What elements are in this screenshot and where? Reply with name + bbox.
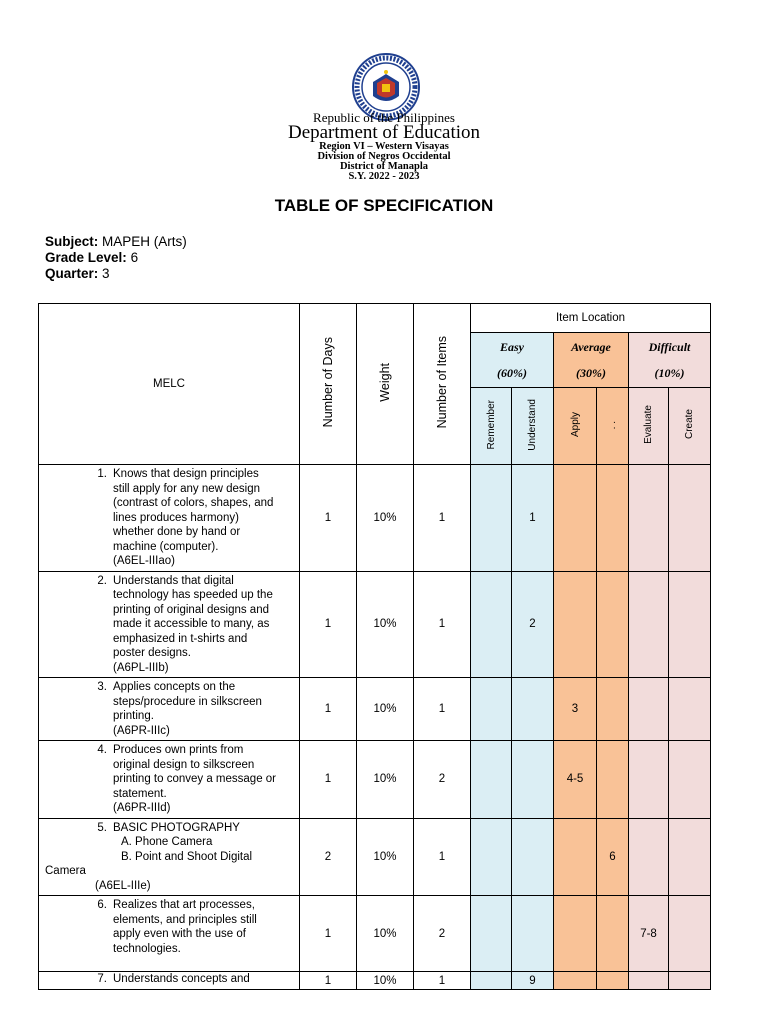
table-row [39, 818, 711, 896]
melc-line: poster designs. [113, 647, 191, 659]
evaluate-cell [629, 571, 669, 678]
division-line: Division of Negros Occidental [317, 151, 451, 162]
create-cell [669, 741, 711, 819]
melc-cell [39, 896, 300, 972]
melc-line: printing to convey a message or [113, 773, 277, 785]
weight-header [357, 304, 414, 465]
understand-header [512, 388, 554, 465]
melc-line: B. Point and Shoot Digital [121, 850, 253, 863]
specification-table [38, 303, 711, 990]
melc-cell [39, 571, 300, 678]
department-title: Department of Education [287, 122, 481, 143]
subject-line [45, 234, 187, 249]
melc-code: (A6PR-IIId) [113, 802, 171, 814]
region-line: Region VI – Western Visayas [319, 141, 449, 152]
item-location-header: Item Location [471, 304, 711, 333]
evaluate-cell [629, 465, 669, 572]
evaluate-cell: 7-8 [629, 896, 669, 972]
weight-header-label: Weight [378, 363, 392, 402]
school-year-line: S.Y. 2022 - 2023 [348, 171, 420, 182]
melc-line: A. Phone Camera [121, 836, 213, 848]
quarter-line [45, 266, 110, 281]
quarter-label: Quarter: [45, 266, 99, 281]
melc-line: emphasized in t-shirts and [113, 632, 248, 645]
understand-cell [512, 896, 554, 972]
days-header-label: Number of Days [321, 337, 335, 428]
items-cell: 2 [414, 741, 471, 819]
evaluate-cell [629, 678, 669, 741]
subject-label: Subject: [45, 234, 99, 249]
melc-line: (contrast of colors, shapes, and [113, 497, 274, 509]
items-cell: 1 [414, 571, 471, 678]
page-title: TABLE OF SPECIFICATION [274, 196, 494, 215]
melc-line: technologies. [113, 942, 181, 955]
melc-line: made it accessible to many, as [113, 618, 270, 630]
analyze-cell [597, 678, 629, 741]
table-row [39, 972, 711, 990]
row-number: 1. [97, 468, 107, 480]
melc-line: Produces own prints from [113, 744, 244, 756]
melc-line: Understands concepts and [113, 973, 250, 985]
items-cell: 2 [414, 896, 471, 972]
create-header [669, 388, 711, 465]
melc-line: printing. [113, 710, 154, 722]
days-cell: 2 [300, 818, 357, 896]
analyze-cell [597, 972, 629, 990]
apply-cell [554, 465, 597, 572]
apply-cell: 3 [554, 678, 597, 741]
items-header [414, 304, 471, 465]
weight-cell: 10% [357, 972, 414, 990]
remember-cell [471, 678, 512, 741]
weight-cell: 10% [357, 465, 414, 572]
apply-cell [554, 896, 597, 972]
days-cell: 1 [300, 741, 357, 819]
create-cell [669, 972, 711, 990]
items-cell: 1 [414, 818, 471, 896]
melc-line: Applies concepts on the [113, 681, 236, 693]
melc-cell [39, 741, 300, 819]
remember-cell [471, 972, 512, 990]
weight-cell: 10% [357, 741, 414, 819]
analyze-cell [597, 465, 629, 572]
remember-cell [471, 896, 512, 972]
apply-cell [554, 571, 597, 678]
evaluate-header [629, 388, 669, 465]
apply-cell [554, 972, 597, 990]
melc-line: apply even with the use of [113, 928, 246, 940]
row-number: 2. [97, 574, 107, 587]
district-line: District of Manapla [339, 161, 429, 172]
evaluate-cell [629, 741, 669, 819]
melc-cell [39, 678, 300, 741]
melc-cell [39, 818, 300, 896]
days-cell: 1 [300, 896, 357, 972]
melc-line: printing of original designs and [113, 603, 269, 616]
easy-label: Easy [500, 340, 524, 354]
grade-line [45, 250, 138, 265]
average-header [554, 333, 629, 388]
evaluate-cell [629, 972, 669, 990]
apply-label: Apply [569, 411, 581, 437]
grade-value: 6 [130, 250, 139, 265]
table-row [39, 465, 711, 572]
days-cell: 1 [300, 972, 357, 990]
items-cell: 1 [414, 678, 471, 741]
table-row [39, 896, 711, 972]
melc-line: machine (computer). [113, 540, 219, 553]
evaluate-cell [629, 818, 669, 896]
melc-cell [39, 465, 300, 572]
average-label: Average [571, 340, 611, 354]
grade-label: Grade Level: [45, 250, 127, 265]
remember-cell [471, 465, 512, 572]
republic-line: Republic of the Philippines [313, 110, 455, 125]
average-percent: (30%) [576, 366, 606, 380]
days-cell: 1 [300, 465, 357, 572]
table-row [39, 741, 711, 819]
create-cell [669, 571, 711, 678]
melc-code: (A6PR-IIIc) [113, 724, 170, 737]
understand-label: Understand [527, 398, 538, 451]
table-row [39, 571, 711, 678]
items-header-label: Number of Items [435, 336, 449, 429]
weight-cell: 10% [357, 571, 414, 678]
melc-line: Camera [45, 865, 86, 877]
easy-header [471, 333, 554, 388]
melc-line: statement. [113, 787, 167, 800]
subject-value: MAPEH (Arts) [102, 234, 187, 249]
row-number: 4. [97, 744, 107, 756]
difficult-label: Difficult [648, 340, 691, 354]
evaluate-label: Evaluate [643, 405, 654, 444]
melc-line: technology has speeded up the [113, 589, 273, 601]
understand-cell: 9 [512, 972, 554, 990]
melc-line: Knows that design principles [113, 468, 259, 480]
analyze-cell [597, 741, 629, 819]
melc-code: (A6EL-IIIao) [113, 555, 175, 567]
remember-cell [471, 571, 512, 678]
melc-line: BASIC PHOTOGRAPHY [113, 821, 240, 834]
create-cell [669, 465, 711, 572]
weight-cell: 10% [357, 896, 414, 972]
remember-label: Remember [485, 399, 497, 450]
row-number: 7. [97, 973, 107, 985]
days-cell: 1 [300, 571, 357, 678]
create-cell [669, 896, 711, 972]
melc-line: lines produces harmony) [113, 511, 239, 524]
row-number: 6. [97, 899, 107, 911]
analyze-label: . . [607, 420, 618, 429]
difficult-header [629, 333, 711, 388]
melc-header: MELC [39, 304, 300, 465]
row-number: 3. [97, 681, 107, 693]
apply-cell: 4-5 [554, 741, 597, 819]
weight-cell: 10% [357, 818, 414, 896]
understand-cell [512, 741, 554, 819]
melc-line: elements, and principles still [113, 913, 257, 926]
understand-cell: 1 [512, 465, 554, 572]
melc-line: Understands that digital [113, 574, 234, 587]
table-row [39, 678, 711, 741]
melc-cell [39, 972, 300, 990]
apply-header [554, 388, 597, 465]
remember-header [471, 388, 512, 465]
melc-line: still apply for any new design [113, 482, 261, 495]
easy-percent: (60%) [497, 366, 527, 380]
days-header [300, 304, 357, 465]
analyze-cell: 6 [597, 818, 629, 896]
items-cell: 1 [414, 972, 471, 990]
analyze-cell [597, 571, 629, 678]
days-cell: 1 [300, 678, 357, 741]
melc-line: steps/procedure in silkscreen [113, 695, 262, 708]
apply-cell [554, 818, 597, 896]
quarter-value: 3 [102, 266, 110, 281]
understand-cell [512, 678, 554, 741]
remember-cell [471, 741, 512, 819]
create-label: Create [684, 409, 695, 440]
analyze-header [597, 388, 629, 465]
melc-line: Realizes that art processes, [113, 899, 255, 911]
weight-cell: 10% [357, 678, 414, 741]
melc-line: original design to silkscreen [113, 758, 255, 771]
understand-cell: 2 [512, 571, 554, 678]
understand-cell [512, 818, 554, 896]
difficult-percent: (10%) [654, 366, 685, 380]
create-cell [669, 818, 711, 896]
analyze-cell [597, 896, 629, 972]
melc-line: whether done by hand or [113, 526, 241, 538]
melc-code: (A6PL-IIIb) [113, 661, 169, 674]
items-cell: 1 [414, 465, 471, 572]
remember-cell [471, 818, 512, 896]
row-number: 5. [97, 821, 107, 834]
create-cell [669, 678, 711, 741]
melc-code: (A6EL-IIIe) [95, 879, 151, 892]
